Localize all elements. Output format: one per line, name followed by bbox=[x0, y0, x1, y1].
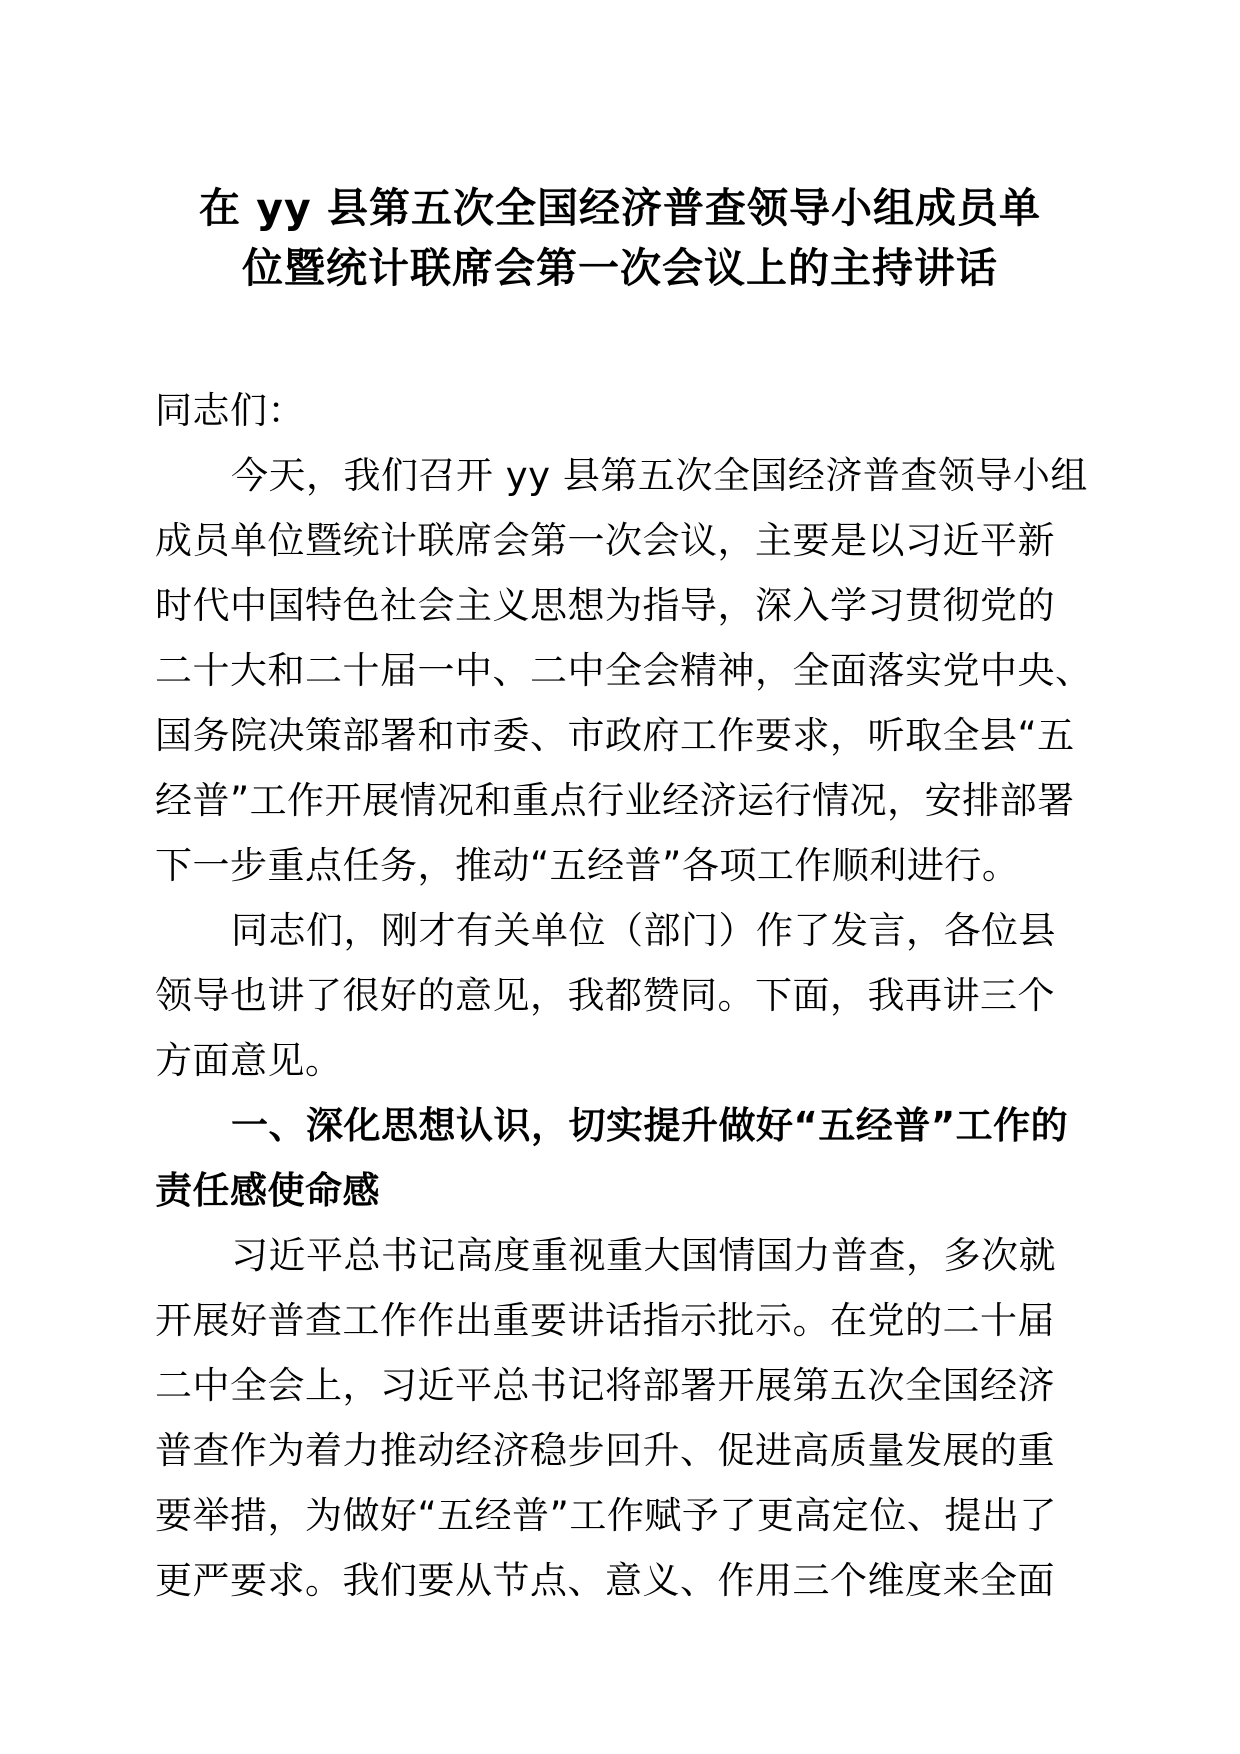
paragraph-line: 开展好普查工作作出重要讲话指示批示。在党的二十届 bbox=[155, 1299, 1055, 1342]
paragraph-line: 二中全会上，习近平总书记将部署开展第五次全国经济 bbox=[155, 1364, 1055, 1407]
paragraph-transition bbox=[155, 898, 1075, 1093]
heading-line: 一、深化思想认识，切实提升做好“五经普”工作的 bbox=[231, 1104, 1069, 1147]
paragraph-line: 同志们，刚才有关单位（部门）作了发言，各位县 bbox=[231, 909, 1056, 952]
document-body bbox=[155, 378, 1093, 1613]
paragraph-opening bbox=[155, 443, 1093, 898]
paragraph-line: 更严要求。我们要从节点、意义、作用三个维度来全面 bbox=[155, 1559, 1055, 1602]
title-line-2: 位暨统计联席会第一次会议上的主持讲话 bbox=[242, 244, 998, 292]
heading-line: 责任感使命感 bbox=[155, 1169, 380, 1212]
title-line-1: 在 yy 县第五次全国经济普查领导小组成员单 bbox=[199, 184, 1041, 232]
paragraph-line: 方面意见。 bbox=[155, 1039, 343, 1082]
section-heading-1 bbox=[155, 1093, 1075, 1223]
paragraph-line: 时代中国特色社会主义思想为指导，深入学习贯彻党的 bbox=[155, 584, 1055, 627]
salutation: 同志们： bbox=[155, 389, 305, 432]
paragraph-line: 二十大和二十届一中、二中全会精神，全面落实党中央、 bbox=[155, 649, 1093, 692]
paragraph-section-1 bbox=[155, 1223, 1075, 1613]
paragraph-line: 经普”工作开展情况和重点行业经济运行情况，安排部署 bbox=[155, 779, 1075, 822]
document-title bbox=[130, 178, 1110, 298]
paragraph-line: 领导也讲了很好的意见，我都赞同。下面，我再讲三个 bbox=[155, 974, 1055, 1017]
paragraph-line: 习近平总书记高度重视重大国情国力普查，多次就 bbox=[231, 1234, 1056, 1277]
paragraph-line: 今天，我们召开 yy 县第五次全国经济普查领导小组 bbox=[231, 454, 1088, 497]
paragraph-line: 普查作为着力推动经济稳步回升、促进高质量发展的重 bbox=[155, 1429, 1055, 1472]
paragraph-line: 成员单位暨统计联席会第一次会议，主要是以习近平新 bbox=[155, 519, 1055, 562]
paragraph-line: 下一步重点任务，推动“五经普”各项工作顺利进行。 bbox=[155, 844, 1020, 887]
paragraph-line: 国务院决策部署和市委、市政府工作要求，听取全县“五 bbox=[155, 714, 1075, 757]
paragraph-line: 要举措，为做好“五经普”工作赋予了更高定位、提出了 bbox=[155, 1494, 1057, 1537]
